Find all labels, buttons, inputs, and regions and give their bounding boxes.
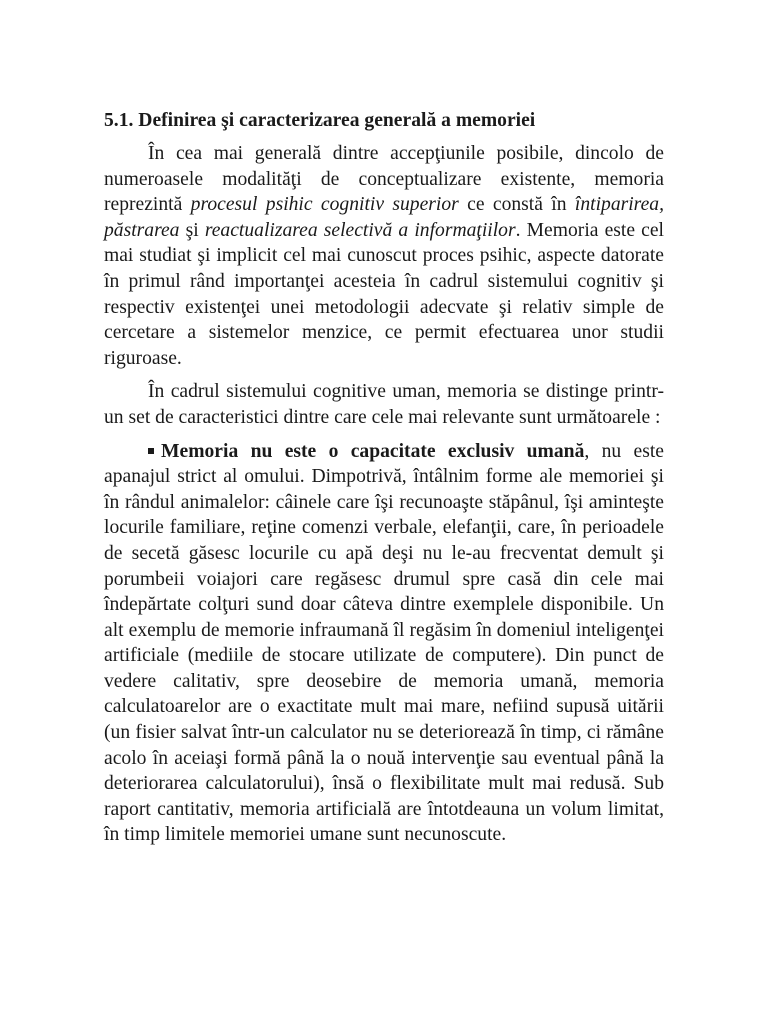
paragraph-characteristics-intro: În cadrul sistemului cognitive uman, memoria se distinge printr-un set de caracteristici dintre care cele mai relevante sunt următoarele : (104, 381, 664, 428)
section-heading: 5.1. Definirea şi caracterizarea generală a memoriei (104, 110, 536, 131)
paragraph-text: . Memoria este cel mai studiat şi implicit cel mai cunoscut proces psihic, aspecte datorate în primul rând importanţei acesteia în cadrul sistemului cognitiv şi respectiv existenţei unei metodologii adecvate şi relativ simple de cercetare a sistemelor menzice, ce permit efectuarea unor studii riguroase. (104, 219, 665, 369)
square-bullet-icon (148, 448, 154, 454)
paragraph-text: şi (179, 219, 205, 241)
paragraph-text: În cea mai generală dintre accepţiunile posibile, dincolo de numeroasele modalităţi de conceptualizare existente, memoria reprezintă (104, 143, 664, 216)
paragraph-text: ce constă în (458, 194, 575, 216)
bold-claim: Memoria nu este o capacitate exclusiv umană (161, 440, 585, 462)
emphasis-text: reactualizarea selectivă a informaţiilor (204, 219, 516, 241)
emphasis-text: întiparirea, păstrarea (104, 194, 664, 241)
emphasis-text: procesul psihic cognitiv superior (190, 194, 459, 216)
paragraph-definition (104, 141, 664, 371)
paragraph-first-characteristic (104, 439, 664, 849)
document-page (104, 108, 664, 848)
paragraph-text: , nu este apanajul strict al omului. Dimpotrivă, întâlnim forme ale memoriei şi în rândul animalelor: câinele care îşi recunoaşte stăpânul, îşi aminteşte locurile familiare, reţine comenzi verbale, elefanţii, care, în perioadele de secetă găsesc locurile cu apă deşi nu le-au frecventat demult şi porumbeii voiajori care regăsesc drumul spre casă din cele mai îndepărtate colţuri sund doar câteva dintre exemplele disponibile. Un alt exemplu de memorie infraumană îl regăsim în domeniul inteligenţei artificiale (mediile de stocare utilizate de computere). Din punct de vedere calitativ, spre deosebire de memoria umană, memoria calculatoarelor are o exactitate mult mai mare, nefiind supusă uitării (un fisier salvat într-un calculator nu se deteriorează în timp, ci rămâne acolo în aceiaşi formă până la o nouă intervenţie sau eventual până la deteriorarea calculatorului), însă o flexibilitate mult mai redusă. Sub raport cantitativ, memoria artificială are întotdeauna un volum limitat, în timp limitele memoriei umane sunt necunoscute. (104, 440, 664, 846)
